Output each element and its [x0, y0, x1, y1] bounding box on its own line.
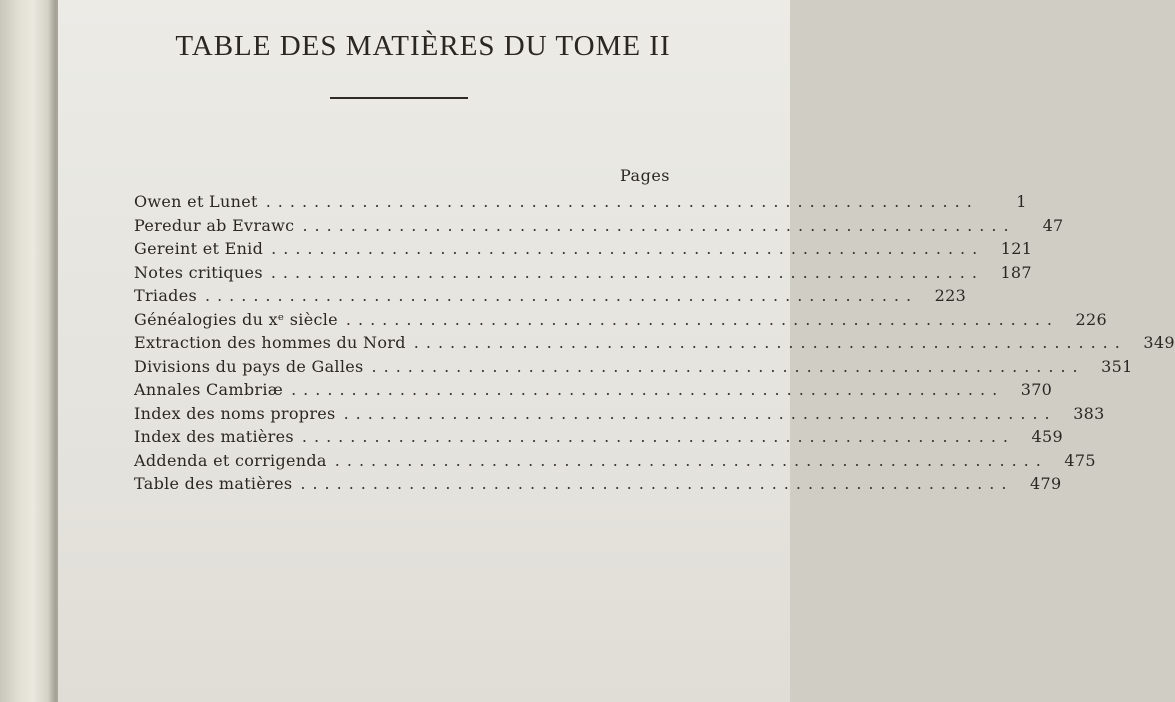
toc-entry-label: Index des matières	[134, 427, 294, 446]
dot-leader: ...........................................................	[334, 450, 1048, 470]
toc-entry	[134, 262, 1032, 287]
toc-entry-page: 226	[1075, 309, 1107, 329]
toc-entry-page: 223	[934, 286, 967, 305]
toc-entry-page: 383	[1073, 403, 1105, 423]
toc-entry	[134, 380, 1053, 404]
dot-leader: ...........................................................	[302, 215, 1016, 235]
toc-entry-label: Annales Cambriæ	[134, 380, 284, 399]
toc-entry	[134, 286, 967, 310]
toc-entry-page: 349	[1143, 333, 1175, 352]
toc-entry-label: Triades	[134, 286, 197, 305]
toc-entry	[134, 474, 1062, 498]
dot-leader: ...........................................................	[345, 309, 1059, 329]
toc-entry	[134, 427, 1063, 451]
dot-leader: ...........................................................	[371, 356, 1085, 376]
toc-entry-page: 475	[1064, 450, 1096, 470]
toc-entry-label: Index des noms propres	[134, 403, 336, 423]
toc-entry-label: Table des matières	[134, 474, 293, 493]
toc-entry	[134, 450, 1096, 475]
toc-entry	[134, 333, 1175, 357]
toc-entry-label: Gereint et Enid	[134, 239, 264, 258]
toc-entry-label: Addenda et corrigenda	[134, 450, 327, 470]
toc-entry	[134, 356, 1133, 381]
dot-leader: ...........................................................	[301, 427, 1015, 446]
toc-entry-label: Peredur ab Evrawc	[134, 215, 295, 235]
dot-leader: ...........................................................	[270, 262, 984, 282]
toc-entry	[134, 215, 1064, 240]
dot-leader: ...........................................................	[300, 474, 1014, 493]
toc-entry-page: 351	[1101, 356, 1133, 376]
toc-entry	[134, 403, 1105, 428]
toc-entry-page: 459	[1031, 427, 1063, 446]
dot-leader: ...........................................................	[205, 286, 919, 305]
dot-leader: ...........................................................	[271, 239, 985, 258]
dot-leader: ...........................................................	[265, 192, 979, 211]
toc-entry-label: Divisions du pays de Galles	[134, 356, 364, 376]
toc-entry-label: Extraction des hommes du Nord	[134, 333, 406, 352]
toc-entry	[134, 192, 1027, 216]
dot-leader: ...........................................................	[413, 333, 1127, 352]
toc-entry-page: 370	[1020, 380, 1053, 399]
toc-entry-page: 47	[1042, 215, 1064, 235]
toc-entry-label: Notes critiques	[134, 262, 263, 282]
toc-entry-page: 1	[1016, 192, 1027, 211]
toc-entry	[134, 239, 1033, 263]
toc-entry-page: 479	[1029, 474, 1062, 493]
table-of-contents	[134, 192, 1175, 498]
page-title: TABLE DES MATIÈRES DU TOME II	[175, 30, 671, 62]
toc-entry-label: Généalogies du xᵉ siècle	[134, 309, 338, 329]
toc-entry-page: 187	[1000, 262, 1032, 282]
pages-column-header: Pages	[620, 166, 671, 185]
title-rule	[330, 97, 468, 99]
toc-entry	[134, 309, 1107, 334]
toc-entry-page: 121	[1000, 239, 1033, 258]
book-page	[58, 0, 1175, 702]
dot-leader: ...........................................................	[291, 380, 1005, 399]
toc-entry-label: Owen et Lunet	[134, 192, 258, 211]
dot-leader: ...........................................................	[343, 403, 1057, 423]
